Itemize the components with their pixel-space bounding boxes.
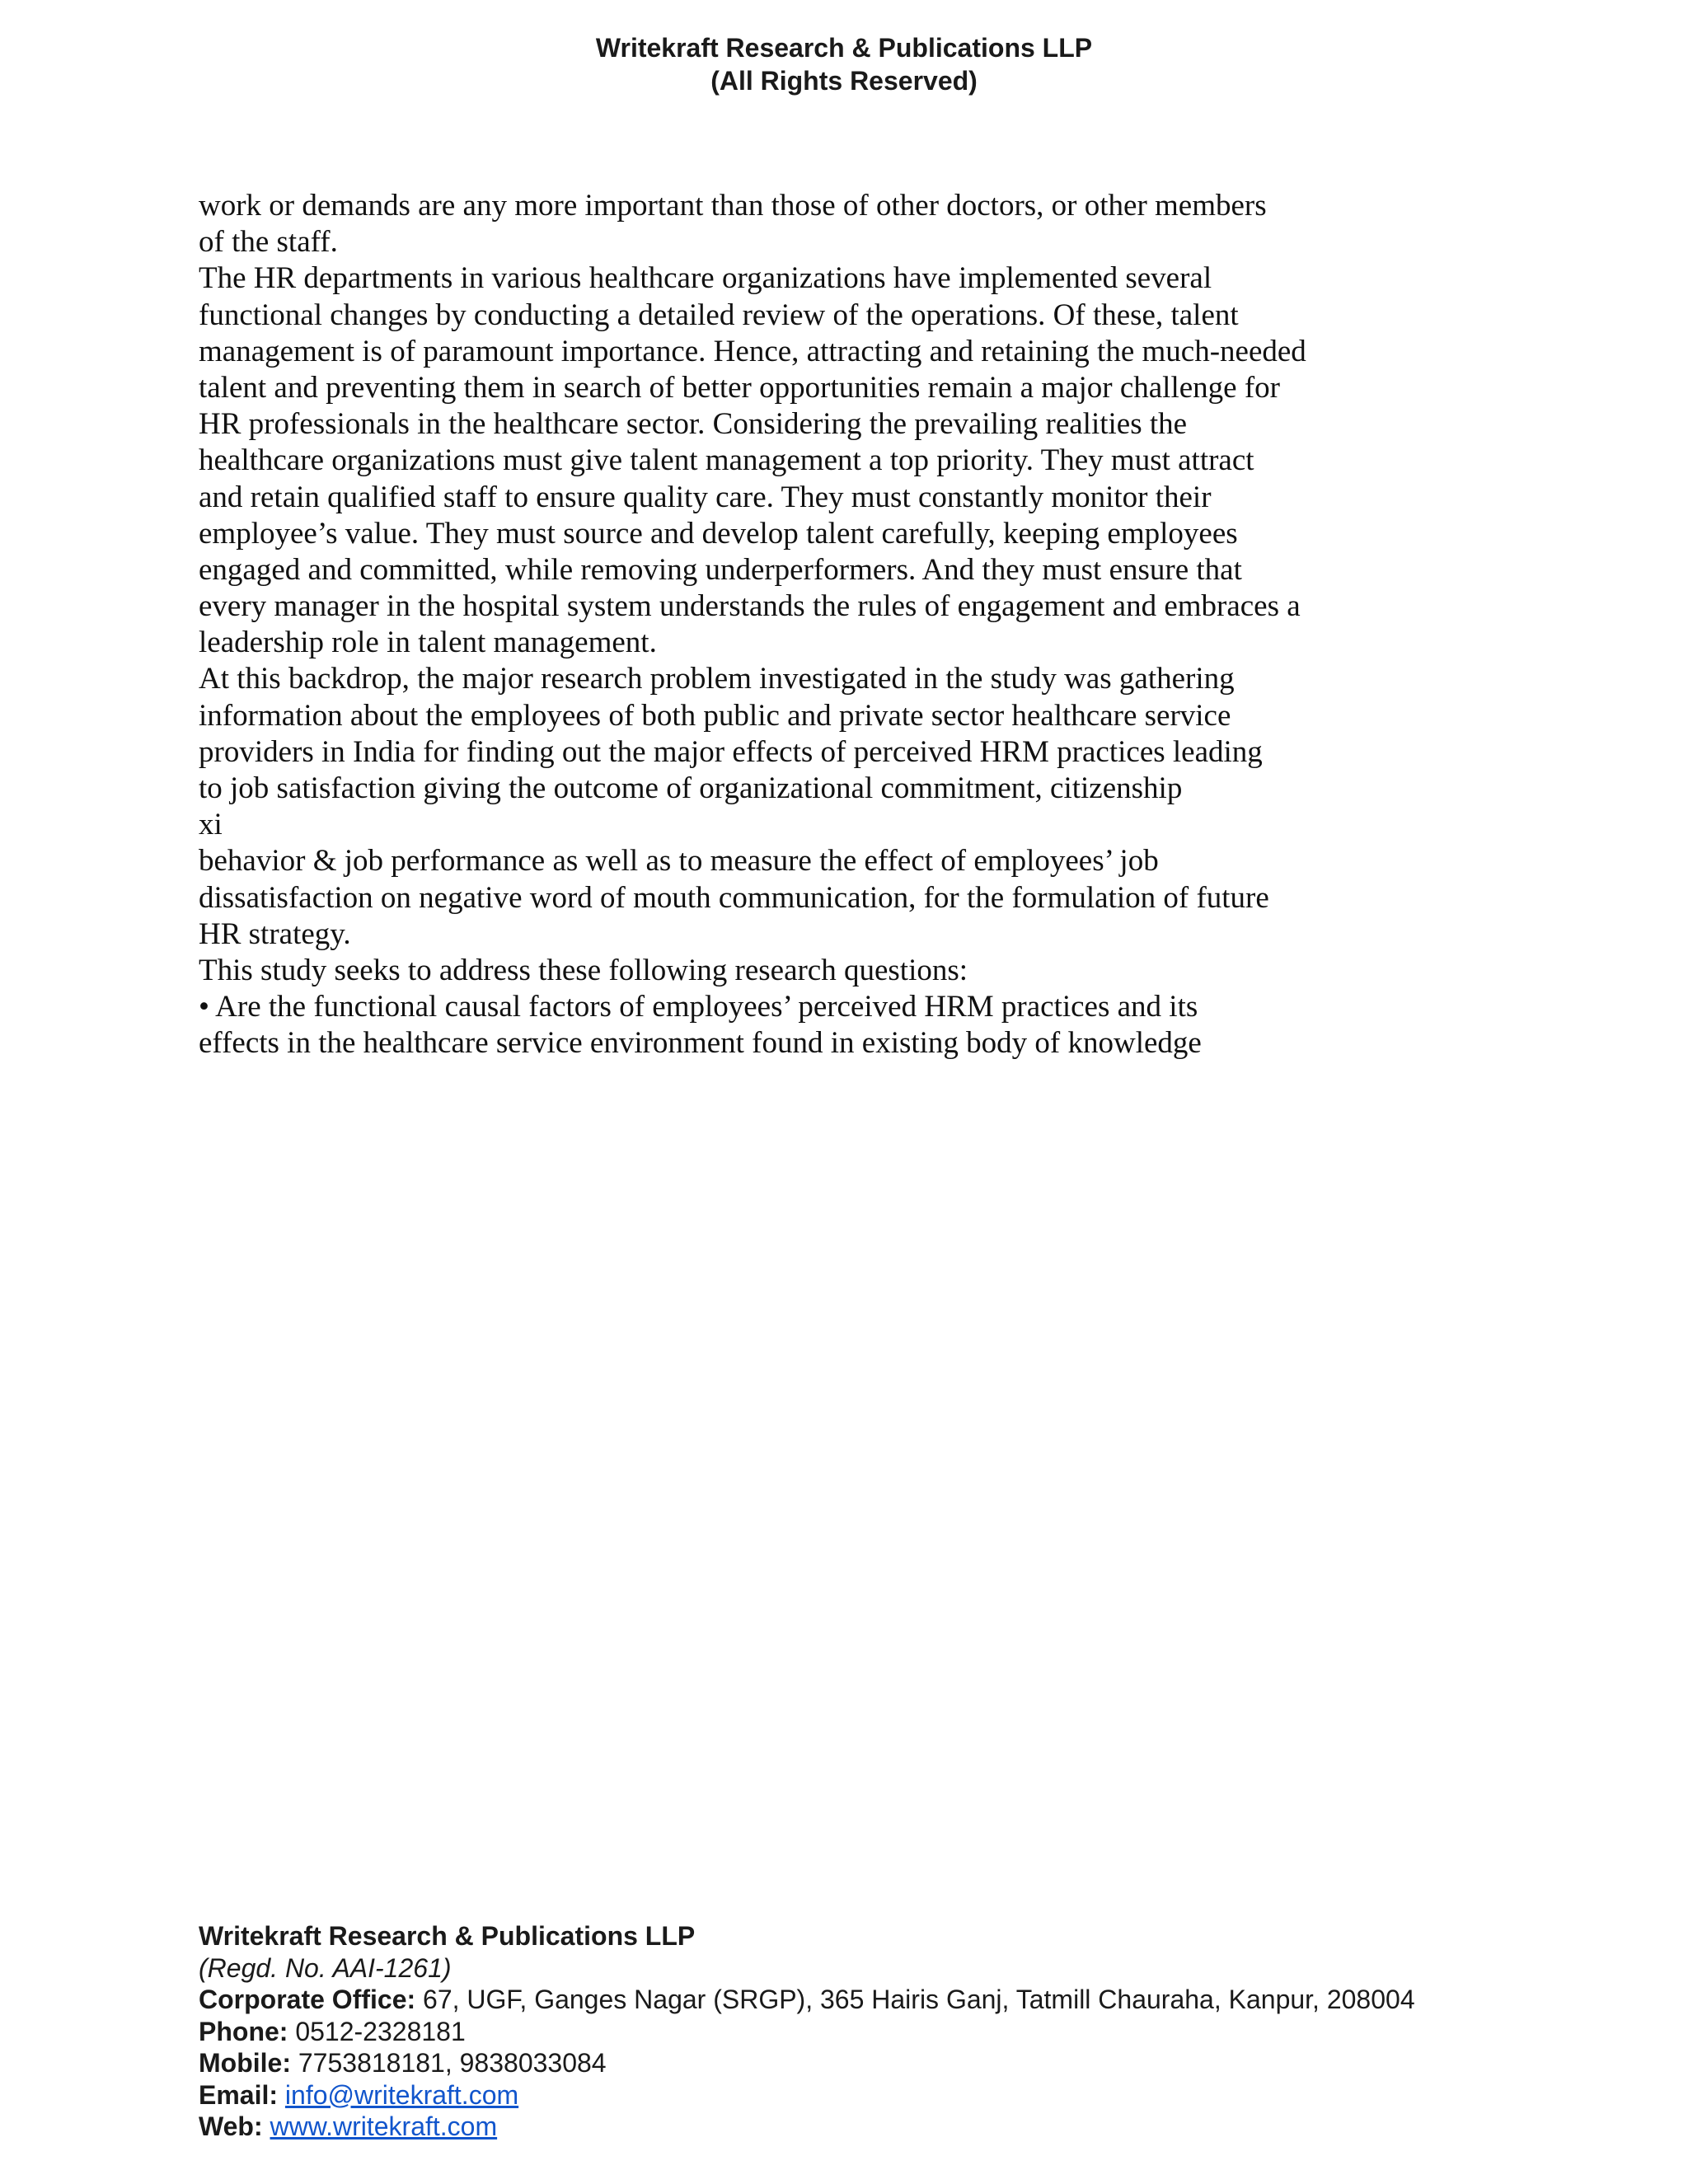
body-line: HR strategy. — [199, 916, 351, 951]
footer-web-row — [199, 2111, 1666, 2143]
body-line: healthcare organizations must give talent management a top priority. They must attract — [199, 443, 1254, 478]
body-line: and retain qualified staff to ensure quality care. They must constantly monitor their — [199, 480, 1212, 514]
header-rights-notice: (All Rights Reserved) — [710, 66, 978, 96]
body-line: The HR departments in various healthcare organizations have implemented several — [199, 261, 1212, 296]
body-line: information about the employees of both public and private sector healthcare service — [199, 698, 1231, 733]
body-line: effects in the healthcare service environment found in existing body of knowledge — [199, 1026, 1202, 1061]
web-link[interactable]: www.writekraft.com — [270, 2111, 498, 2141]
body-line: This study seeks to address these following research questions: — [199, 953, 968, 987]
body-line: providers in India for finding out the major effects of perceived HRM practices leading — [199, 734, 1263, 769]
body-line: dissatisfaction on negative word of mouth communication, for the formulation of future — [199, 880, 1269, 915]
footer-registration: (Regd. No. AAI-1261) — [199, 1952, 452, 1983]
phone-label: Phone: — [199, 2016, 288, 2046]
header-company-name: Writekraft Research & Publications LLP — [595, 33, 1093, 63]
body-line: work or demands are any more important than those of other doctors, or other members — [199, 189, 1267, 223]
body-line: functional changes by conducting a detailed review of the operations. Of these, talent — [199, 298, 1239, 332]
office-label: Corporate Office: — [199, 1985, 416, 2014]
document-body — [199, 188, 1600, 1062]
page-footer — [199, 1920, 1666, 2143]
mobile-numbers: 7753818181, 9838033084 — [290, 2048, 607, 2078]
body-line: At this backdrop, the major research problem investigated in the study was gathering — [199, 662, 1235, 696]
bullet-item: • Are the functional causal factors of employees’ perceived HRM practices and its — [199, 990, 1198, 1024]
body-line: of the staff. — [199, 225, 338, 260]
body-line: every manager in the hospital system understands the rules of engagement and embraces a — [199, 589, 1301, 624]
page-number: xi — [199, 808, 223, 842]
body-line: employee’s value. They must source and develop talent carefully, keeping employees — [199, 516, 1238, 551]
footer-phone-row — [199, 2016, 1666, 2048]
phone-number: 0512-2328181 — [288, 2016, 466, 2046]
email-label: Email: — [199, 2079, 279, 2110]
mobile-label: Mobile: — [199, 2048, 291, 2078]
footer-email-row — [199, 2079, 1666, 2111]
body-line: to job satisfaction giving the outcome of organizational commitment, citizenship — [199, 771, 1183, 805]
footer-company-name: Writekraft Research & Publications LLP — [199, 1921, 696, 1951]
office-address: 67, UGF, Ganges Nagar (SRGP), 365 Hairis Ganj, Tatmill Chauraha, Kanpur, 208004 — [415, 1985, 1415, 2014]
body-line: leadership role in talent management. — [199, 626, 657, 660]
body-line: management is of paramount importance. Hence, attracting and retaining the much-needed — [199, 334, 1306, 368]
body-line: behavior & job performance as well as to measure the effect of employees’ job — [199, 844, 1159, 879]
body-line: talent and preventing them in search of better opportunities remain a major challenge for — [199, 370, 1280, 405]
body-line: engaged and committed, while removing underperformers. And they must ensure that — [199, 552, 1242, 587]
footer-office-row — [199, 1984, 1666, 2016]
web-label: Web: — [199, 2111, 263, 2141]
footer-mobile-row — [199, 2047, 1666, 2079]
email-link[interactable]: info@writekraft.com — [284, 2079, 519, 2110]
page-header — [0, 31, 1688, 97]
body-line: HR professionals in the healthcare sector. Considering the prevailing realities the — [199, 407, 1188, 442]
